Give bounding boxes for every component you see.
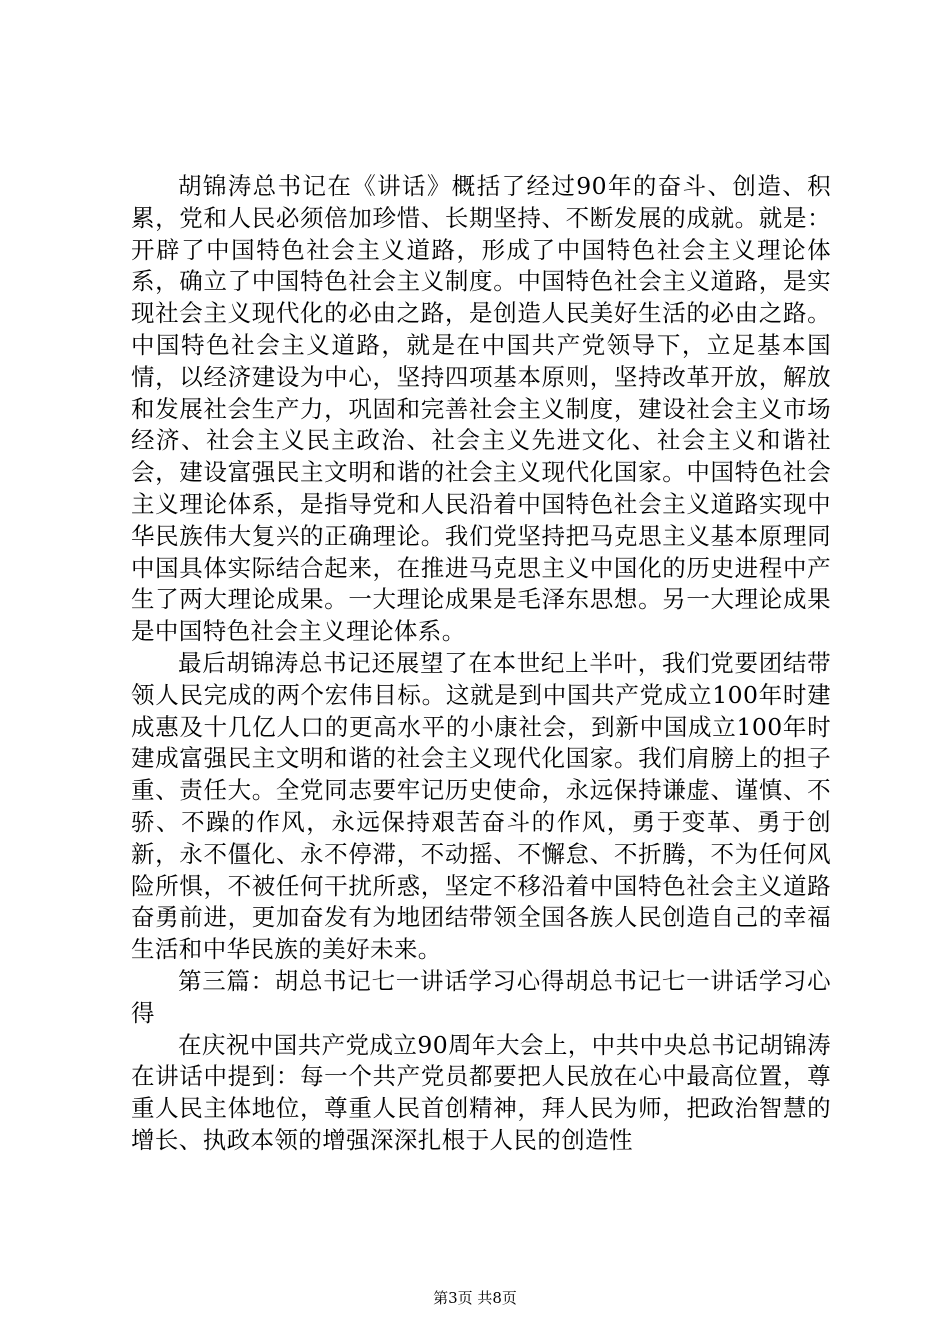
document-body bbox=[131, 171, 831, 1157]
page-footer: 第3页 共8页 bbox=[433, 1289, 517, 1307]
paragraph-people-first: 在庆祝中国共产党成立90周年大会上，中共中央总书记胡锦涛在讲话中提到：每一个共产党员都要把人民放在心中最高位置，尊重人民主体地位，尊重人民首创精神，拜人民为师，把政治智慧的增长、执政本领的增强深深扎根于人民的创造性 bbox=[131, 1030, 831, 1154]
paragraph-goals: 最后胡锦涛总书记还展望了在本世纪上半叶，我们党要团结带领人民完成的两个宏伟目标。这就是到中国共产党成立100年时建成惠及十几亿人口的更高水平的小康社会，到新中国成立100年时建成富强民主文明和谐的社会主义现代化国家。我们肩膀上的担子重、责任大。全党同志要牢记历史使命，永远保持谦虚、谨慎、不骄、不躁的作风，永远保持艰苦奋斗的作风，勇于变革、勇于创新，永不僵化、永不停滞，不动摇、不懈怠、不折腾，不为任何风险所惧，不被任何干扰所惑，坚定不移沿着中国特色社会主义道路奋勇前进，更加奋发有为地团结带领全国各族人民创造自己的幸福生活和中华民族的美好未来。 bbox=[131, 648, 831, 964]
paragraph-achievements: 胡锦涛总书记在《讲话》概括了经过90年的奋斗、创造、积累，党和人民必须倍加珍惜、长期坚持、不断发展的成就。就是：开辟了中国特色社会主义道路，形成了中国特色社会主义理论体系，确立了中国特色社会主义制度。中国特色社会主义道路，是实现社会主义现代化的必由之路，是创造人民美好生活的必由之路。中国特色社会主义道路，就是在中国共产党领导下，立足基本国情，以经济建设为中心，坚持四项基本原则，坚持改革开放，解放和发展社会生产力，巩固和完善社会主义制度，建设社会主义市场经济、社会主义民主政治、社会主义先进文化、社会主义和谐社会，建设富强民主文明和谐的社会主义现代化国家。中国特色社会主义理论体系，是指导党和人民沿着中国特色社会主义道路实现中华民族伟大复兴的正确理论。我们党坚持把马克思主义基本原理同中国具体实际结合起来，在推进马克思主义中国化的历史进程中产生了两大理论成果。一大理论成果是毛泽东思想。另一大理论成果是中国特色社会主义理论体系。 bbox=[131, 172, 831, 646]
section-heading-part-three: 第三篇：胡总书记七一讲话学习心得胡总书记七一讲话学习心得 bbox=[131, 966, 831, 1027]
